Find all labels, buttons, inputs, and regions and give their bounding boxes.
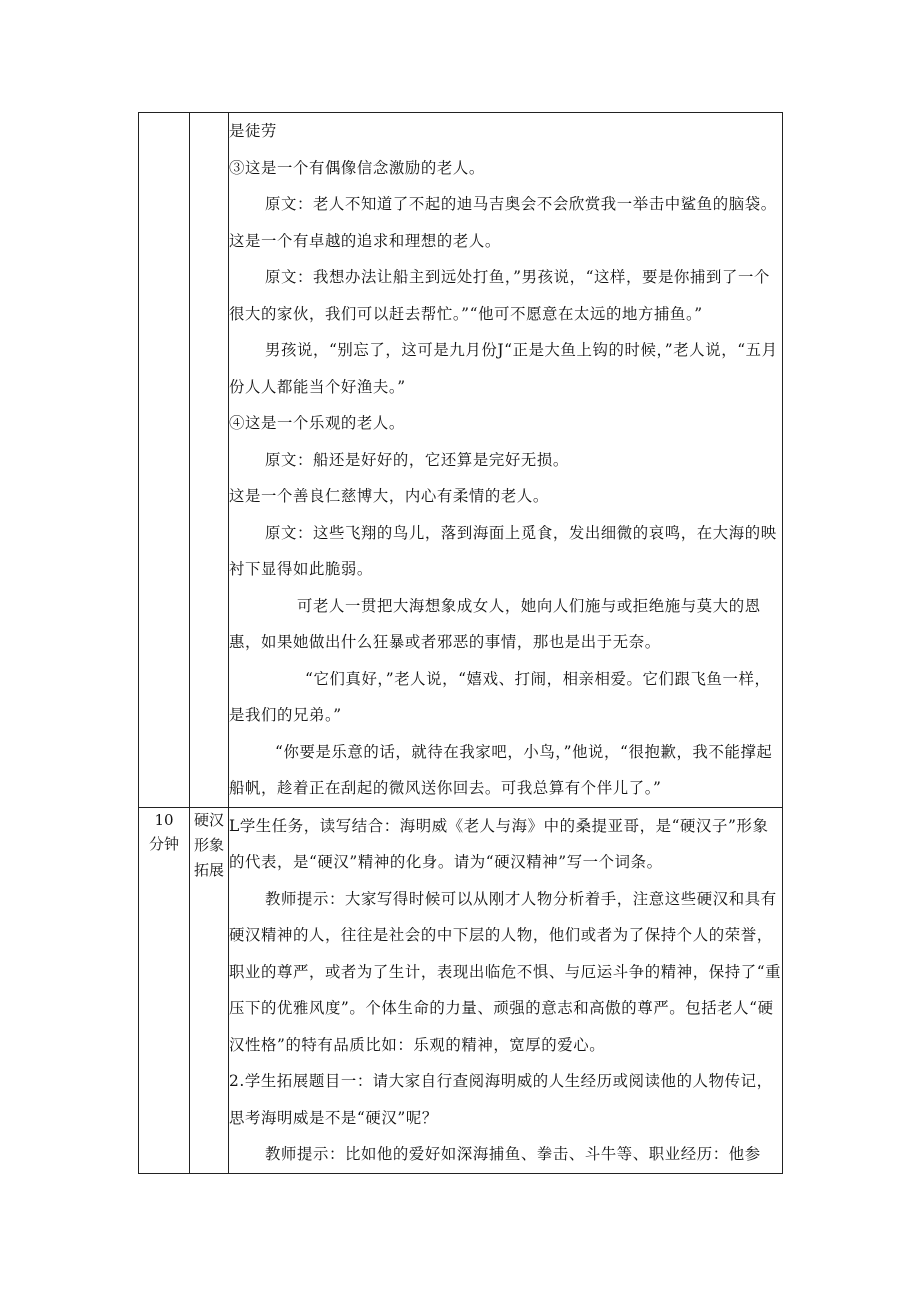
paragraph: 这是一个善良仁慈博大，内心有柔情的老人。 [229, 487, 549, 505]
paragraph: 原文：这些飞翔的鸟儿，落到海面上觅食，发出细微的哀鸣，在大海的映衬下显得如此脆弱。 [229, 523, 777, 578]
lesson-plan-table [138, 112, 783, 1174]
table-row [139, 807, 783, 1173]
topic-label: 硬汉 [193, 810, 224, 829]
content-cell [229, 807, 783, 1173]
paragraph: ③这是一个有偶像信念激励的老人。 [229, 158, 485, 177]
paragraph: 教师提示：大家写得时候可以从刚才人物分析着手，注意这些硬汉和具有硬汉精神的人，往往是社会的中下层的人物，他们或者为了保持个人的荣誉，职业的尊严，或者为了生计，表现出临危不惧、与厄运斗争的精神，保持了“重压下的优雅风度”。个体生命的力量、顽强的意志和高傲的尊严。包括老人“硬汉性格”的特有品质比如：乐观的精神，宽厚的爱心。 [229, 889, 782, 1054]
paragraph: ④这是一个乐观的老人。 [229, 414, 405, 432]
topic-cell [190, 113, 229, 808]
paragraph: 可老人一贯把大海想象成女人，她向人们施与或拒绝施与莫大的恩惠，如果她做出什么狂暴或者邪恶的事情，那也是出于无奈。 [229, 596, 761, 651]
paragraph: L学生任务，读写结合：海明威《老人与海》中的桑提亚哥，是“硬汉子”形象的代表，是“硬汉”精神的化身。请为“硬汉精神”写一个词条。 [229, 816, 769, 871]
content-cell [229, 113, 783, 808]
paragraph: 教师提示：比如他的爱好如深海捕鱼、拳击、斗牛等、职业经历：他参 [265, 1145, 761, 1163]
topic-cell [190, 807, 229, 1173]
paragraph: 男孩说，“别忘了，这可是九月份J“正是大鱼上钩的时候，”老人说，“五月份人人都能当个好渔夫。” [229, 341, 778, 396]
paragraph: “它们真好，”老人说，“嬉戏、打闹，相亲相爱。它们跟飞鱼一样，是我们的兄弟。” [229, 669, 771, 724]
time-cell [139, 113, 190, 808]
paragraph: “你要是乐意的话，就待在我家吧，小鸟，”他说，“很抱歉，我不能撑起船帆，趁着正在刮起的微风送你回去。可我总算有个伴儿了。” [229, 742, 773, 797]
time-value: 10 [154, 810, 174, 829]
paragraph: 这是一个有卓越的追求和理想的老人。 [229, 231, 501, 250]
paragraph: 原文：老人不知道了不起的迪马吉奥会不会欣赏我一举击中鲨鱼的脑袋。 [265, 195, 777, 213]
paragraph: 原文：我想办法让船主到远处打鱼，”男孩说，“这样，要是你捕到了一个很大的家伙，我们可以赶去帮忙。”“他可不愿意在太远的地方捕鱼。” [229, 268, 770, 323]
topic-label: 形象 [193, 835, 224, 854]
paragraph: 原文：船还是好好的，它还算是完好无损。 [265, 450, 569, 469]
topic-label: 拓展 [193, 860, 224, 879]
paragraph: 是徒劳 [229, 122, 277, 140]
paragraph: 2.学生拓展题目一：请大家自行查阅海明威的人生经历或阅读他的人物传记，思考海明威是不是“硬汉”呢？ [229, 1072, 773, 1127]
time-cell [139, 807, 190, 1173]
time-unit: 分钟 [148, 834, 179, 853]
table-row [139, 113, 783, 808]
